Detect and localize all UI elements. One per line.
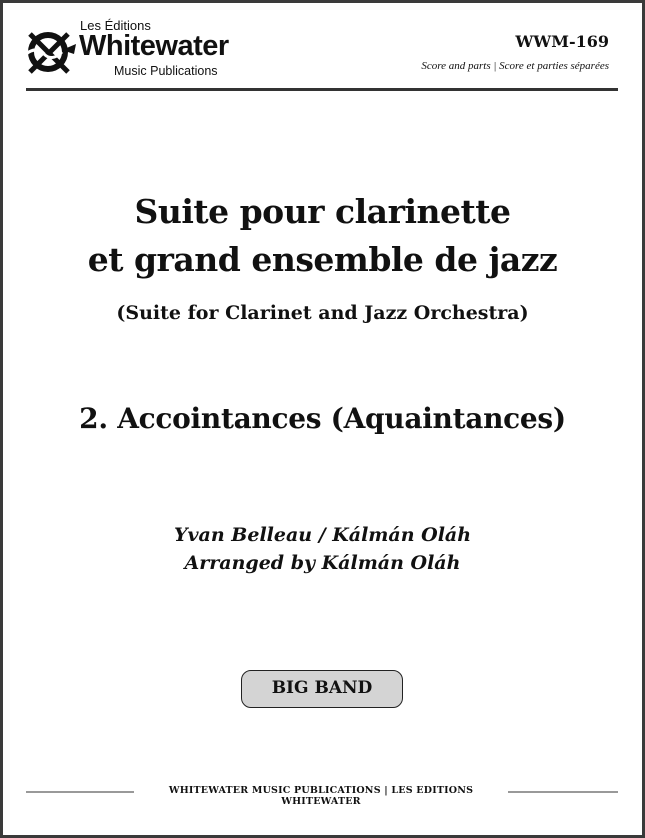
title-english: (Suite for Clarinet and Jazz Orchestra) — [116, 302, 529, 324]
edition-note: Score and parts | Score et parties séparées — [421, 60, 609, 72]
title-line-1: Suite pour clarinette — [134, 192, 511, 231]
footer-divider-right — [508, 791, 618, 793]
publisher-subtitle: Music Publications — [114, 64, 218, 78]
footer-text: WHITEWATER MUSIC PUBLICATIONS | LES EDITIONS WHITEWATER — [168, 785, 474, 807]
title-line-2: et grand ensemble de jazz — [87, 240, 558, 279]
composer-credit: Yvan Belleau / Kálmán Oláh — [173, 524, 472, 546]
ensemble-badge: BIG BAND — [241, 670, 403, 708]
header-divider — [26, 88, 618, 91]
catalog-number: WWM-169 — [515, 32, 609, 51]
footer-divider-left — [26, 791, 134, 793]
publisher-name: Whitewater — [79, 30, 229, 62]
movement-title: 2. Accointances (Aquaintances) — [79, 402, 566, 435]
publisher-logo — [22, 16, 242, 82]
whitewater-logo-icon — [22, 24, 78, 80]
arranger-credit: Arranged by Kálmán Oláh — [184, 552, 461, 574]
publisher-prefix: Les Éditions — [80, 18, 151, 33]
